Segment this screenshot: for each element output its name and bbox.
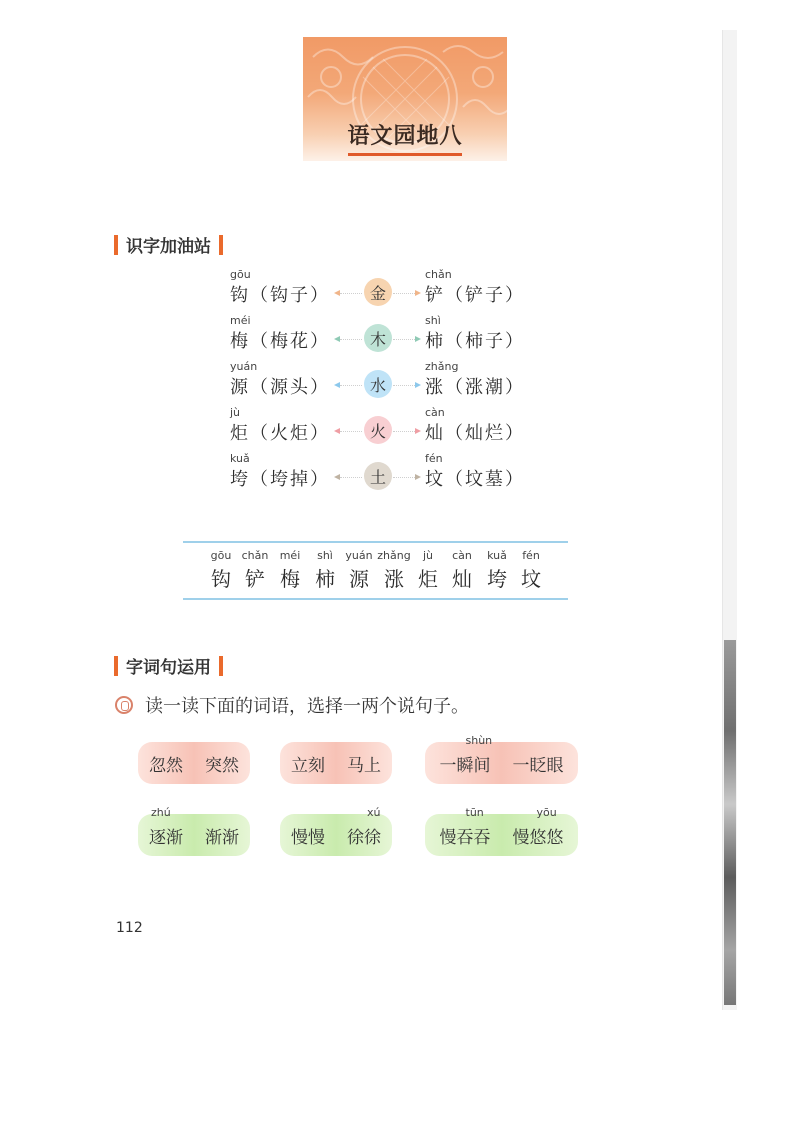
strip-character bbox=[444, 549, 480, 592]
left-word: 垮（垮掉） bbox=[230, 469, 330, 490]
section-bar-left bbox=[114, 656, 118, 676]
arrow-right-icon bbox=[393, 477, 415, 478]
strip-char: 垮 bbox=[487, 567, 507, 591]
arrow-right-icon bbox=[393, 339, 415, 340]
word-pair-pill bbox=[425, 805, 578, 856]
section-title: 字词句运用 bbox=[126, 658, 211, 678]
arrow-left-icon bbox=[340, 339, 362, 340]
pill-word-text: 立刻 bbox=[291, 755, 325, 776]
pill-word-text: 突然 bbox=[205, 755, 239, 776]
radical-row bbox=[230, 360, 530, 404]
right-pinyin: zhǎng bbox=[425, 360, 459, 373]
lesson-title: 语文园地八 bbox=[347, 123, 463, 149]
strip-pinyin: càn bbox=[452, 549, 472, 562]
pill-pinyin: tūn bbox=[465, 805, 484, 819]
strip-char: 源 bbox=[349, 567, 369, 591]
instruction-text: 读一读下面的词语，选择一两个说句子。 bbox=[145, 696, 469, 717]
right-pinyin: shì bbox=[425, 314, 441, 327]
strip-character bbox=[513, 549, 549, 592]
strip-char: 涨 bbox=[384, 567, 404, 591]
left-pinyin: méi bbox=[230, 314, 251, 327]
right-pinyin: chǎn bbox=[425, 268, 452, 281]
pill-pinyin: yōu bbox=[536, 805, 557, 819]
title-banner bbox=[303, 37, 507, 161]
radical-row bbox=[230, 268, 530, 312]
left-word: 炬（火炬） bbox=[230, 423, 330, 444]
right-word: 涨（涨潮） bbox=[425, 377, 525, 398]
section-header-literacy bbox=[114, 232, 223, 257]
strip-char: 梅 bbox=[280, 567, 300, 591]
pill-word-text: 慢吞吞 bbox=[439, 827, 491, 848]
left-word: 钩（钩子） bbox=[230, 285, 330, 306]
strip-pinyin: méi bbox=[279, 549, 301, 562]
section-bar-right bbox=[219, 235, 223, 255]
arrow-right-icon bbox=[393, 431, 415, 432]
strip-pinyin: jù bbox=[422, 549, 434, 562]
arrow-left-icon bbox=[340, 431, 362, 432]
left-word: 源（源头） bbox=[230, 377, 330, 398]
radical-badge: 火 bbox=[364, 416, 392, 444]
left-pinyin: gōu bbox=[230, 268, 251, 281]
section-header-word-usage bbox=[114, 653, 223, 678]
arrow-left-icon bbox=[340, 477, 362, 478]
right-word: 灿（灿烂） bbox=[425, 423, 525, 444]
read-aloud-icon bbox=[115, 696, 133, 714]
pill-word bbox=[291, 751, 325, 776]
strip-character bbox=[203, 549, 239, 592]
strip-char: 灿 bbox=[452, 567, 472, 591]
strip-character bbox=[272, 549, 308, 592]
arrow-right-icon bbox=[393, 293, 415, 294]
pill-word-text: 渐渐 bbox=[205, 827, 239, 848]
strip-pinyin: zhǎng bbox=[377, 549, 411, 562]
pill-pinyin: shùn bbox=[465, 733, 493, 747]
strip-char: 柿 bbox=[315, 567, 335, 591]
pill-word bbox=[205, 823, 239, 848]
pill-word-text: 忽然 bbox=[149, 755, 183, 776]
word-pair-pill bbox=[138, 805, 250, 856]
strip-character bbox=[237, 549, 273, 592]
left-pinyin: kuǎ bbox=[230, 452, 250, 465]
section-title: 识字加油站 bbox=[126, 237, 211, 257]
exercise-instruction bbox=[115, 692, 469, 718]
pill-word-text: 慢悠悠 bbox=[512, 827, 564, 848]
right-word: 铲（铲子） bbox=[425, 285, 525, 306]
strip-char: 铲 bbox=[245, 567, 265, 591]
word-pair-pill bbox=[425, 733, 578, 784]
pill-pinyin: zhú bbox=[151, 805, 171, 819]
radical-badge: 水 bbox=[364, 370, 392, 398]
pill-word bbox=[347, 751, 381, 776]
pill-word bbox=[439, 805, 491, 848]
strip-pinyin: yuán bbox=[345, 549, 373, 562]
radical-row bbox=[230, 406, 530, 450]
strip-character bbox=[479, 549, 515, 592]
word-pair-pill bbox=[280, 805, 392, 856]
strip-pinyin: chǎn bbox=[241, 549, 269, 562]
arrow-right-icon bbox=[393, 385, 415, 386]
section-bar-left bbox=[114, 235, 118, 255]
pill-word bbox=[439, 733, 493, 776]
radical-row bbox=[230, 314, 530, 358]
radical-badge: 木 bbox=[364, 324, 392, 352]
radical-badge: 金 bbox=[364, 278, 392, 306]
pill-word bbox=[205, 751, 239, 776]
strip-char: 钩 bbox=[211, 567, 231, 591]
pill-pinyin: xú bbox=[367, 805, 381, 819]
strip-character bbox=[410, 549, 446, 592]
title-underline bbox=[348, 153, 462, 156]
strip-pinyin: gōu bbox=[210, 549, 232, 562]
strip-pinyin: fén bbox=[522, 549, 540, 562]
strip-pinyin: shì bbox=[317, 549, 333, 562]
pill-word bbox=[149, 805, 183, 848]
pill-word bbox=[149, 751, 183, 776]
page-number: 112 bbox=[116, 920, 143, 936]
left-pinyin: yuán bbox=[230, 360, 258, 373]
pill-word bbox=[291, 823, 325, 848]
left-pinyin: jù bbox=[230, 406, 241, 419]
strip-pinyin: kuǎ bbox=[487, 549, 507, 562]
arrow-left-icon bbox=[340, 293, 362, 294]
word-pair-pill bbox=[138, 742, 250, 784]
pill-word-text: 一瞬间 bbox=[439, 755, 491, 776]
right-word: 柿（柿子） bbox=[425, 331, 525, 352]
strip-char: 炬 bbox=[418, 567, 438, 591]
word-pair-pill bbox=[280, 742, 392, 784]
arrow-left-icon bbox=[340, 385, 362, 386]
left-word: 梅（梅花） bbox=[230, 331, 330, 352]
radical-badge: 土 bbox=[364, 462, 392, 490]
pill-word-text: 一眨眼 bbox=[512, 755, 564, 776]
strip-char: 坟 bbox=[521, 567, 541, 591]
pill-word-text: 逐渐 bbox=[149, 827, 183, 848]
pill-word bbox=[347, 805, 381, 848]
character-writing-strip bbox=[183, 541, 568, 600]
right-pinyin: fén bbox=[425, 452, 443, 465]
pill-word bbox=[513, 751, 564, 776]
pill-word-text: 马上 bbox=[347, 755, 381, 776]
radical-row bbox=[230, 452, 530, 496]
pill-word bbox=[512, 805, 564, 848]
right-word: 坟（坟墓） bbox=[425, 469, 525, 490]
adjacent-page-photo bbox=[724, 640, 736, 1005]
strip-character bbox=[307, 549, 343, 592]
strip-character bbox=[376, 549, 412, 592]
strip-character bbox=[341, 549, 377, 592]
pill-word-text: 慢慢 bbox=[291, 827, 325, 848]
right-pinyin: càn bbox=[425, 406, 445, 419]
section-bar-right bbox=[219, 656, 223, 676]
pill-word-text: 徐徐 bbox=[347, 827, 381, 848]
